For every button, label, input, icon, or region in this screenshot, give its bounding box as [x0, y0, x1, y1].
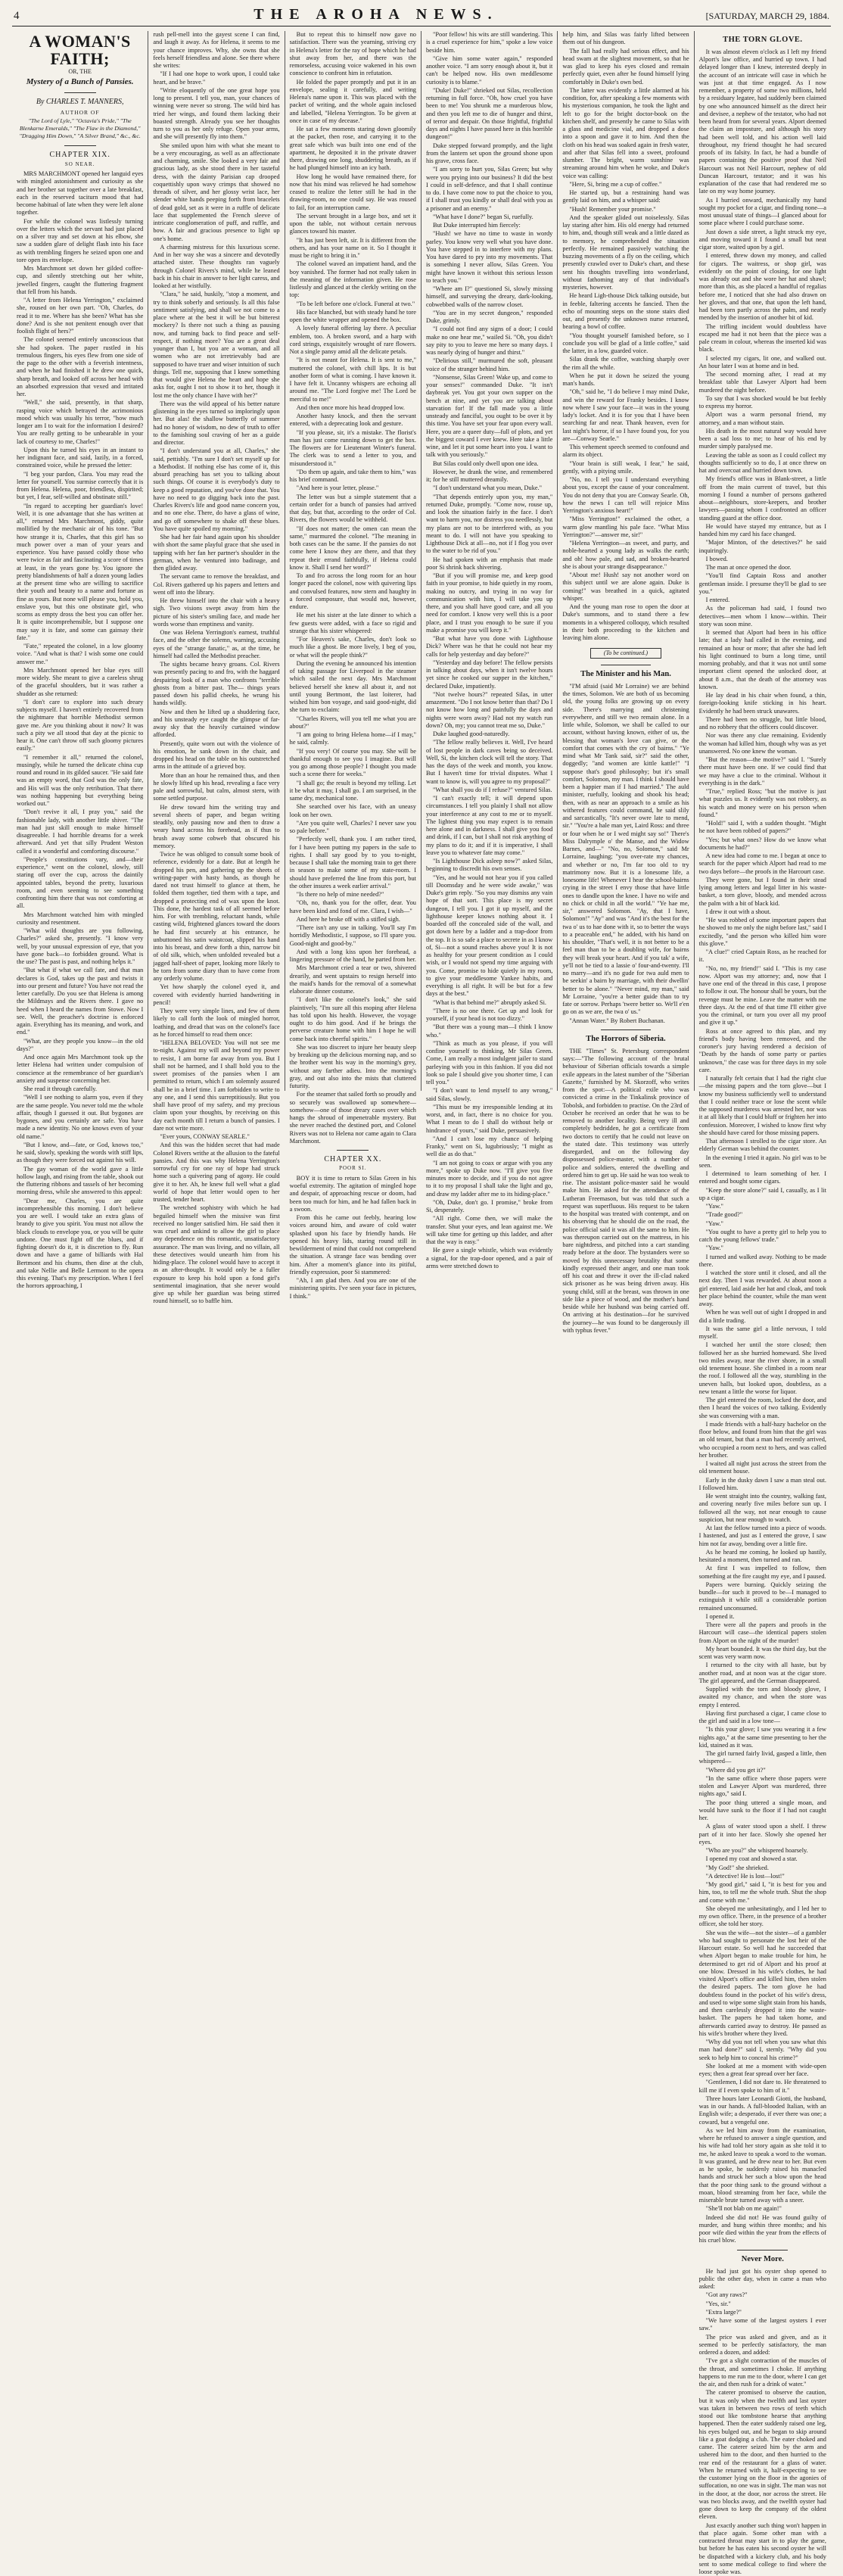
paragraph: For the steamer that sailed forth so proudly and so securely was swallowed up somewhere—somehow—one of those dreary cases over which hangs the shroud of impenetrable mystery. But she never reached the destined port, and Colonel Rivers was not to Helena nor came again to Clara Marchmont. — [289, 1091, 416, 1145]
paragraph: "It is not meant for Helena. It is sent to me," muttered the colonel, with chill lips. It is but another form of what is coming. I have known it. I have felt it. Uncanny whispers are echoing all around me. "The Lord forgive me! The Lord be merciful to me!" — [289, 357, 416, 403]
paragraph: My heart bounded. It was the third day, but the scent was very warm now. — [698, 1645, 826, 1661]
paragraph: Three hours later Leonardi Giotti, the husband, was in our hands. A full-blooded Italian, with an English wife; a desperado, if ever there was one; a coward, but a vengeful one. — [698, 2095, 826, 2126]
never-more-body — [699, 2268, 826, 2576]
paragraph: He went straight into the country, walking fast, and covering nearly five miles before sun up. I followed all the way, not near enough to cause suspicion, but near enough to watch. — [698, 1493, 826, 1523]
paragraph: The price was asked and given, and as it seemed to be perfectly satisfactory, the man ordered a dozen, and added: — [698, 2333, 826, 2356]
paragraph: It seemed that Alport had been in his office late; that a lady had called in the evening, and remained an hour or more; that after she had left his light continued to burn a long time, until morning probably, and that it was not until some important client opened the unlocked door, at about 8 a.m., that the death of the attorney was known. — [698, 629, 826, 690]
paragraph: "Oh, no, thank you for the offer, dear. You have been kind and fond of me. Clara, I wish—" — [289, 899, 416, 914]
paragraph: "Fate," repeated the colonel, in a low gloomy voice. "And what is that? I wish some one could answer me." — [17, 643, 144, 665]
paragraph: "A clue!" cried Captain Ross, as he reached for it. — [698, 948, 826, 964]
paragraph: I returned to the city with all haste, but by another road, and at noon was at the cigar store. The girl appeared, and the German disappeared. — [698, 1662, 826, 1684]
torn-glove-body-cont — [699, 1309, 826, 2244]
paragraph: However, he drank the wine, and remembered it; for he still muttered dreamily. — [425, 468, 553, 483]
paragraph: How long he would have remained there, for now that his mind was relieved he had somehow ceased to realize the letter still he had in the drawing-room, no one could say. He was roused to fail, for an interruption came. — [289, 173, 416, 211]
paragraph: "You are in my secret dungeon," responded Duke, grimly. — [425, 309, 553, 324]
paragraph: The fall had really had serious effect, and his head swam at the slightest movement, so that he was glad to keep his eyes closed and remain perfectly quiet, even after he found himself lying comfortably in Duke's own bed. — [562, 47, 689, 86]
paragraph: He sat a few moments staring down gloomily at the packet, then rose, and carrying it to the great safe which was built into one end of the apartment, he deposited it in the private drawer there, drawing one long, shuddering breath, as if he had plunged himself into an icy bath. — [289, 126, 416, 172]
paragraph: "Gentlemen, I did not dare to. He threatened to kill me if I even spoke to him of it." — [698, 2079, 826, 2094]
paragraph: From this he came out feebly, hearing low voices around him, and aware of cold water splashed upon his face by friendly hands. He opened his heavy lids, staring round still in bewilderment of mind that could not comprehend the situation. A strange face was bending over him. After a moment's glance into its pitiful, friendly expression, poor Si stammered: — [289, 1214, 416, 1276]
paragraph: Indeed she did not! He was found guilty of murder, and hung within three months; and his poor wife died within the year from the effects of his cruel blow. — [698, 2213, 826, 2244]
serial-body-2 — [153, 31, 279, 1306]
paragraph: There was the wild appeal of his better nature glistening in the eyes turned so imploringly upon her. But alas! the shallow butterfly of summer had no honey of wisdom, no dew of truth to offer to the famishing soul craving of her as a guide and director. — [153, 400, 280, 446]
article-title-minister: The Minister and his Man. — [580, 670, 671, 679]
paragraph: "Annan Water." By Robert Buchanan. — [569, 1017, 665, 1024]
paragraph: Supplied with the torn and bloody glove, I awaited my chance, and when the store was empty I entered. — [698, 1686, 826, 1709]
paragraph: "About me! Hush! say not another word on this subject until we are alone again. Duke is coming!" was breathed in a quick, agitated whisper. — [562, 572, 689, 602]
paragraph: And the speaker glided out noiselessly. Silas lay staring after him. His old energy had returned to him, and, though still weak and a little dazed as to memory, he comprehended the situation perfectly. He remained passively watching the buzzing movements of a fly on the ceiling, which presently crawled over to Duke's chart, and these sent his thoughts travelling into wonderland, without fathoming any of that individual's mysteries, however. — [562, 213, 689, 291]
paragraph: "Yesterday and day before! The fellow persists in talking about days, when it isn't twelve hours yet since he cooked our supper in the kitchen," declared Duke, impatiently. — [425, 659, 553, 690]
column-1 — [12, 31, 148, 1290]
columns — [12, 31, 831, 2576]
article-title-torn-glove: THE TORN GLOVE. — [723, 36, 803, 44]
paragraph: "And here is your letter, please." — [296, 484, 379, 492]
issue-date: [SATURDAY, MARCH 29, 1884. — [705, 11, 829, 21]
paragraph: But Duke interrupted him fiercely: — [432, 222, 521, 229]
paragraph: "People's constitutions vary, and—their experience," went on the colonel, slowly, still staring off over the cup, across the daintily appointed tables, beyond the pretty, luxurious room, and even seeming to see something confronting him there that was not comforting at all. — [17, 855, 144, 910]
paragraph: "But if you will promise me, and keep good faith in your promise, to hide quietly in my room, making no outcry, and trying in no way for communication with him, I will take you up there, and you shall have good care, and all you need for comfort. I know very well this is a poor place, and I trust you enough to be sure if you make a promise you will keep it." — [425, 572, 553, 634]
paragraph: "A letter from Helena Yerrington," exclaimed she, roused on her own part. "Oh, Charles, do read it to me. Where has she been? What has she done? And is she not penitent enough over that foolish flight of hers?" — [17, 297, 144, 335]
paragraph: I turned and walked away. Nothing to be made there. — [698, 1253, 826, 1268]
paragraph: The servant came to remove the breakfast, and Col. Rivers gathered up his papers and letters and went off into the library. — [153, 573, 280, 596]
paragraph: "Who are you?" she whispered hoarsely. — [705, 1847, 808, 1855]
paragraph: She searched over his face, with an uneasy look on her own. — [289, 803, 416, 818]
paragraph: More than an hour he remained thus, and then he slowly lifted up his head, revealing a face very pale and sorrowful, but calm, almost stern, with some settled purpose. — [153, 771, 280, 802]
newspaper-title: THE AROHA NEWS. — [254, 6, 499, 23]
paragraph: "Why did you not tell when you saw what this man had done?" said I, sternly. "Why did you seek to help him to conceal his crime?" — [698, 2039, 826, 2061]
paragraph: "Delirious still," murmured the soft, pleasant voice of the stranger behind him. — [425, 357, 553, 372]
paragraph: He would have stayed my entrance, but as I handed him my card his face changed. — [698, 522, 826, 538]
paragraph: That afternoon I strolled to the cigar store. An elderly German was behind the counter. — [698, 1138, 826, 1153]
paragraph: "Perfectly well, thank you. I am rather tired, for I have been putting my papers in the safe to rights. I shall say good by to you to-night, because I shall take the morning train to get there in season to make some of my state-room. I should have preferred the line from this port, but the other insures a week earlier arrival." — [289, 836, 416, 889]
paragraph: Duke laughed good-naturedly. — [432, 730, 510, 737]
paragraph: "True," replied Ross; "but the motive is just what puzzles us. It evidently was not robbery, as his watch and money were on his person when found." — [698, 788, 826, 818]
serial-body-3 — [290, 31, 416, 1145]
paragraph: The poor thing uttered a single moan, and would have sunk to the floor if I had not caught her. — [698, 1799, 826, 1822]
paragraph: "I don't like the colonel's look," she said plaintively, "I'm sure all this moping after Helena has told upon his health. However, the voyage ought to do him good. And if he brings the perverse creature home with him I hope he will come back into cheerful spirits." — [289, 996, 416, 1042]
paragraph: To and fro across the long room for an hour longer paced the colonel, now with quivering lips and convulsed features, now stern and haughty in a forced composure, that would not, however, endure. — [289, 572, 416, 610]
paragraph: "I've got a slight contraction of the muscles of the throat, and sometimes I choke. If anything happens to me run me to the door, where I can get the air, and then rush for a drink of water." — [698, 2357, 826, 2388]
column-6 — [695, 31, 831, 2576]
paragraph: "I shall go; the result is beyond my telling. Let it be what it may, I shall go. I am surprised, in the same dry, mechanical tone. — [289, 779, 416, 802]
paragraph: "Nonsense, Silas Green! Wake up, and come to your senses!" commanded Duke. "It isn't daybreak yet. You got your own supper on the bench at nine, and yet you are talking about starvation for! If the fall made you a little unsteady and fanciful, you ought to be over it by this time. You have set your fear upon every wall. Here, you are a queer duty—full of plots, and yet the biggest coward I ever knew. Here take a little wine, and let it put some heart into you. I want to talk with you seriously." — [425, 373, 553, 459]
paragraph: I entered, threw down my money, and called for cigars. The waitress, or shop girl, was evidently on the point of closing, for one light was already out and she wore her hat and shawl; more than this, as she placed a handful of regalias before me, I noticed that she had also drawn on her gloves, and that one, that upon the left hand, had been torn partly across the palm, and neatly mended by the insertion of another bit of kid. — [698, 252, 826, 322]
divider — [64, 92, 96, 93]
paragraph: BOY it is time to return to Silas Green in his woeful extremity. The agitation of mingled hope and despair, of approaching rescue or doom, had been too much for him, and he had fallen back in a swoon. — [289, 1174, 416, 1213]
paragraph: "It has just been left, sir. It is different from the others, and has your name on it. So I thought it must be right to bring it in." — [289, 236, 416, 259]
paragraph: The sights became heavy groans. Col. Rivers was presently pacing to and fro, with the haggard despairing look of a man who confronts "terrible ghosts from a bitter past. The— things years passed down his pallid cheeks, he wrung his hands wildly. — [153, 661, 280, 707]
paragraph: This vehement speech seemed to confound and alarm its object. — [562, 444, 689, 459]
paragraph: In the evening I tried it again. No girl was to be seen. — [698, 1154, 826, 1169]
serial-author-of: AUTHOR OF — [60, 108, 100, 116]
paragraph: I waited all night just across the street from the old tenement house. — [698, 1460, 826, 1475]
torn-glove-body — [699, 48, 826, 1309]
paragraph: And once again Mrs Marchmont took up the letter Helena had written under compulsion of conscience at the remembrance of her guardian's anxiety and suspense concerning her. — [17, 1054, 144, 1084]
paragraph: "But I know, and—fate, or God, knows too," he said, slowly, speaking the words with stiff lips, as though they were forced out against his will. — [17, 1141, 144, 1164]
serial-byline: By CHARLES T. MANNERS, — [36, 97, 124, 106]
paragraph: "If does not matter; the omen can mean the same," murmured the colonel. "The meaning in both cases can be the same. If the pansies do not come here I know they are there, and that they repeat their errand faithfully, if Helena could know it. Shall I send her word?" — [289, 525, 416, 571]
paragraph: "Hold!" said I, with a sudden thought. "Might he not have been robbed of papers?" — [698, 820, 826, 835]
paragraph: "No, no, my friend!" said I. "This is my case now. Alport was my attorney; and, now that I have one end of the thread in this case, I propose to follow it out. The honour shall be yours, but the revenge must be mine. Leave the matter with me three days. At the end of that time I'll either give you the criminal, or turn you over all my proof and give it up." — [698, 964, 826, 1026]
siberia-body — [562, 1048, 689, 1335]
paragraph: The colonel seemed entirely unconscious that she had spoken. The paper rustled in his tremulous fingers, his eyes flew from one side of the page to the other with a feverish intentness, and when he had finished it he drew one quick, sharp breath, and looked off across her head with an absorbed expression that vexed and irritated her. — [17, 336, 144, 398]
paragraph: "I don't care to explore into such dreary subjects myself. I haven't entirely recovered from the nightmare that horrible Methodist sermon gave me. Are you thinking about it now? It was such a pity we all stood that day at the picnic to hear it. One can't throw off such gloomy pictures easily." — [17, 698, 144, 752]
serial-body-4 — [426, 31, 552, 1270]
paragraph: "Not twelve hours?" repeated Silas, in utter amazement. "Do I not know better than that? Do I not know how long and painfully the days and nights were worn away? Had not my watch run down? Oh, my; you cannot treat me so, Duke." — [425, 690, 553, 729]
paragraph: "I am going to bring Helena home—if I may," he said, calmly. — [289, 731, 416, 746]
paragraph: The caterer promised to observe the caution, but it was only when the twelfth and last oyster was taken in between two rows of teeth which stood out like tombstone hearse that anything happened. Then the eater suddenly raised one leg, his eyes bulged out, and he began to skip around like a goat dodging a club. The eater choked and came. The caterer seized him by the arm and ushered him to the door, and then hurried to the rear end of the restaurant for a glass of water. When he returned with it, half-expecting to see the customer lying on the floor in the agonies of suffocation, no one was in sight. The man was not in the door, at the door, nor across the street. He was two blocks away, and the twelfth oyster had gone down to keep the company of the oldest eleven. — [698, 2389, 826, 2521]
paragraph: "Dear me, Charles, you are quite incomprehensible this morning. I don't believe you are well. I would take an extra glass of brandy to give you spirit. You must not allow the black clouds to envelope you, or you will be quite undone. One must fight off the blues, and if fighting doesn't do it, it is discretion to fly. Run down and have a game of billiards with Hal Bertmont and his chums, then dine at the club, and take Nellie and Belle Lermont to the opera this evening. That's my prescription. When I feel the horrors approaching, I — [17, 1197, 144, 1290]
paragraph: Another hasty knock, and then the servant entered, with a deprecating look and gesture. — [289, 413, 416, 428]
paragraph: Now and then he lifted up a shuddering face, and his unsteady eye caught the glimpse of far-away sky that the heavily curtained window afforded. — [153, 708, 280, 739]
paragraph: He folded the paper promptly and put it in an envelope, sealing it carefully, and writing Helena's name upon it. This was placed with the packet of writing, and the whole again inclosed and labelled, "Helena Yerrington. To be given at once in case of my decease." — [289, 78, 416, 124]
paragraph: Papers were burning. Quickly seizing the bundle—for such it proved to be—I managed to extinguish it while still a considerable portion remained unconsumed. — [698, 1581, 826, 1612]
paragraph: "What, are they people you know—in the old days?" — [17, 1037, 144, 1052]
paragraph: "Is this your glove; I saw you wearing it a few nights ago," at the same time presenting to her the kid, stained as it was. — [698, 1726, 826, 1749]
to-be-continued: (To be continued.) — [590, 648, 661, 659]
column-4 — [422, 31, 558, 1269]
paragraph: I determined to learn something of her. I entered and bought some cigars. — [698, 1170, 826, 1185]
paragraph: A new idea had come to me. I began at once to search for the paper which Alport had read to me two days before—the proofs in the Harcourt case. — [698, 852, 826, 875]
paragraph: When he was well out of sight I dropped in and did a little trading. — [698, 1309, 826, 1324]
paragraph: He started up, but a restraining hand was gently laid on him, and a whisper said: — [562, 189, 689, 204]
paragraph: "Do them up again, and take them to him," was his brief command. — [289, 468, 416, 483]
paragraph: "Your brain is still weak, I fear," he said, gently, with a pitying smile. — [562, 459, 689, 475]
paragraph: He gave a single whistle, which was evidently a signal, for the trap-door opened, and a pair of arms were stretched down to — [425, 1247, 553, 1269]
paragraph: "What have I done?" began Si, ruefully. — [432, 213, 533, 220]
paragraph: They were gone, but I found in their stead lying among letters and legal litter in his waste-basket, a torn glove, bloody, and mended across the palm with a bit of black kid. — [698, 876, 826, 907]
paragraph: "Hush! Remember your promise." — [569, 205, 656, 213]
column-3 — [285, 31, 422, 1300]
paragraph: "I am not going to coax or argue with you any more," spoke up Duke now. "I'll give you five minutes more to decide, and if you do not agree to it to my proposal I shall take the light and go, and draw my ladder after me to its hiding-place." — [425, 1159, 553, 1198]
paragraph: At first I was impelled to follow, then something at the fire caught my eye, and I paused. — [698, 1565, 826, 1580]
paragraph: "What shall you do if I refuse?" ventured Silas. — [432, 786, 552, 793]
divider — [337, 1150, 369, 1151]
paragraph: "Oh," said he, "I do believe I may mind Duke, and win the reward for Franky besides. I know now where I saw your face—it was in the young lady's locket. And it is for you that I have been searching far and near. Thank heaven, even for last night's horror, if so I have found you, for you are—Conway Searle." — [562, 388, 689, 442]
paragraph: Just down a side street, a light struck my eye, and moving toward it I found a small but neat cigar store, waited upon by a girl. — [698, 228, 826, 251]
paragraph: I watched the store until it closed, and all the next day. Then I was rewarded. At about noon a girl entered, laid aside her hat and cloak, and took her place behind the counter, while the man went away. — [698, 1269, 826, 1308]
paragraph: "Yes; but what ones? How do we know what documents he had?" — [698, 836, 826, 851]
paragraph: "But the reason—the motive?" said I. "Surely there must have been one. If we could find that we may have a clue to the criminal. Without it everything is in the dark." — [698, 756, 826, 787]
paragraph: He had just got his oyster shop opened to public the other day, when in came a man who asked: — [698, 2267, 826, 2291]
paragraph: THE "Times" St. Petersburg correspondent says:—"The following account of the brutal behaviour of Siberian officials towards a simple exile appears in the latest number of the "Siberian Gazette," furnished by M. Skorzoff, who writes from the spot:—A political exile who was convicted a crime in the Tinkalinsk province of Tobolsk, and forbidden to practise. On the 23rd of October he received an order that he was to be removed to another locality. Being very ill and completely bedridden, he got a certificate from two doctors to certify that he could not leave on the stated date. This testimony was utterly disregarded, and on the following day dispossessed police-master, with a number of police and soldiers, entered the dwelling and ordered him to get up. He said he was too weak to rise. The assistant police-master said he would make him. He asked for the attendance of the Lutheran Freemason, but was told that such a request was superfluous. His request to be taken to the hospital was treated with contempt, and on his observing that he should die on the road, the police official said it was all the same to him. He was thereupon carried out on the mattress, in his bare nightdress, and pitched into a cart standing ready before at the door. The bystanders were so moved by this unnecessary brutality that some kindly expressed their anger, and one man took off his coat and threw it over the ill-clad naked sick prisoner as he was being driven away. His young child, still at the breast, was thrown in one side like a piece of wood, and the mother's hand beside while her husband was being carried off. On arriving at his destination—for he survived the journey—he was found to be dangerously ill with typhus fever." — [562, 1047, 689, 1334]
column-2 — [148, 31, 285, 1305]
paragraph: She looked at me a moment with wide-open eyes; then a great fear spread over her face. — [698, 2062, 826, 2078]
paragraph: help him, and Silas was fairly lifted between them out of his dungeon. — [562, 31, 689, 46]
paragraph: "I am sorry to hurt you, Silas Green; but why were you prying into our business? It did the best I could in self-defence, and that I shall continue to do. I have come now to put the choice to you, if I shall trust you kindly or shall deal with you as a prisoner and an enemy." — [425, 166, 553, 212]
paragraph: And the young man rose to open the door at Duke's summons, and to stand there a few moments in a whispered colloquy, which resulted in their both proceeding to the kitchen and leaving him alone. — [562, 603, 689, 641]
paragraph: "Major Minton, of the detectives?" he said inquiringly. — [698, 539, 826, 554]
paragraph: "To be left before one o'clock. Funeral at two." — [296, 300, 415, 307]
paragraph: "But what have you done with Lighthouse Dick? Where was he that he could not hear my calls for help yesterday and day before?" — [425, 635, 553, 658]
paragraph: "Is there no help of mine needed?" — [296, 891, 384, 898]
paragraph: "Duke! Duke!" shrieked out Silas, recollection returning in full force. "Oh, how cruel you have been to me! You shrunk me a murderous blow, and then you left me to die of hunger and thirst, of terror and despair. On those frightful, frightful days and nights I have passed here in this horrible dungeon!" — [425, 86, 553, 141]
paragraph: She obeyed me unhesitatingly, and I led her to my own office. There, in the presence of a brother officer, she told her story. — [698, 1905, 826, 1928]
paragraph: There had been no struggle, but little blood, and no robbery that the officers could discover. — [698, 715, 826, 731]
paragraph: But to repeat this to himself now gave no satisfaction. There was the yearning, striving cry in Helena's letter for the ray of hope which he had shut away from her, and there was the remorseless, accusing voice wakened in his own conscience to confront him in refutation. — [289, 31, 416, 77]
paragraph: "My good girl," said I, "it is best for you and him, too, to tell me the whole truth. Shut the shop and come with me." — [698, 1881, 826, 1904]
paragraph: Having first purchased a cigar, I came close to the girl and said in a low tone— — [698, 1709, 826, 1725]
paragraph: "For Heaven's sake, Charles, don't look so much like a ghost. Be more lively, I beg of you, or what will the people think?" — [289, 636, 416, 659]
paragraph: The girl entered the room, locked the door, and then I heard the voices of two talking. Evidently she was conversing with a man. — [698, 1397, 826, 1419]
paragraph: "There isn't any use in talking. You'll say I'm horridly Methodistic, I suppose, so I'll spare you. Good-night and good-by." — [289, 924, 416, 947]
paragraph: "We have some of the largest oysters I ever saw." — [698, 2317, 826, 2332]
paragraph: The colonel waved an impatient hand, and the boy vanished. The former had not really taken in the meaning of the information given. He rose listlessly and glanced at the clerkly writing on the top: — [289, 260, 416, 299]
paragraph: "He was robbed of some important papers that he showed to me only the night before last," said I excitedly, "and the person who killed him wore this glove." — [698, 917, 826, 947]
paragraph: "There is no one there. Get up and look for yourself, if your head is not too dizzy." — [425, 1007, 553, 1022]
paragraph: "Keep the store alone?" said I, casually, as I lit up a cigar. — [698, 1186, 826, 1201]
paragraph: "Extra large?" — [705, 2308, 742, 2316]
paragraph: "Yes, and he would not hear you if you called till Doomsday and he were wide awake," was Duke's grim reply. "So you may dismiss any vain hope of that sort. This place is my secret dungeon, I tell you. I got it up myself, and the lighthouse keeper knows nothing about it. I boarded off the concealed side of the wall, and got down here by a ladder and a trap-door from the top. It is so safe a place to secrete in as I know of, Si—not a sound reaches above you! It is not as healthy for your present condition as I could wish, or I would not spend my time arguing with you. Come, promise to hide quietly in my room, to give your meddlesome Yankee habits, and everything is all right. It will be but for a few days at the best." — [425, 874, 553, 998]
paragraph: "Clara," he said, huskily, "stop a moment, and try to think soberly and seriously. Is all this false sentiment satisfying, and shall we not come to a place where at the best it will be but bitterest mockery? Is there not such a thing as pausing now, and turning back to find peace and self-respect, if nothing more? You are a great deal younger than I, but you are a woman, and all women who are not irretrievably bad are supposed to have truer and wiser intuition of such things. Tell me, supposing that I knew something that would give Helena the heart and hope she asks for, ought I not to show it to her, though it lost me the only chance I have with her?" — [153, 291, 280, 399]
minister-body — [562, 683, 689, 1025]
paragraph: Nor was there any clue remaining. Evidently the woman had killed him, though why was as yet unanswered. No one knew the woman. — [698, 732, 826, 755]
paragraph: The latter was evidently a little alarmed at his condition, for, after speaking a few moments with his mysterious companion, he took the light and left to go for the bright doctor-book on the kitchen shelf, and presently he came to Silas with a glass and medicine vial, and dropped a dose into a spoon and gave it to him. And then the cloth on his head was soaked again in fresh water, and after that Silas fell into a sweet, profound slumber. The bright, warm sunshine was streaming around him when he woke, and Duke's voice was calling: — [562, 86, 689, 179]
masthead — [12, 6, 831, 26]
paragraph: Mrs Marchmont cried a tear or two, shivered drearily, and went upstairs to resign herself into the maid's hands for the removal of a somewhat elaborate dinner costume. — [289, 964, 416, 995]
paragraph: "If you please, sir, it's a mistake. The florist's man has just come running down to get the box. The flowers are for Lieutenant Winter's funeral. The clerk was to send a letter to you, and misunderstood it." — [289, 428, 416, 467]
paragraph: "In regard to accepting her guardian's love! Well, it is one advantage that she has written at all," returned Mrs Marchmont, giddy, quite mollified by the mechanic air of his tone. "But how strange it is, Charles, that this girl has so much power over a man of your years and experience. You have passed coldly those who were twice as fair and fascinating a score of times at least, in the years gone by. You ignore the pretty blandishments of half a dozen young ladies at the present time who are willing to sacrifice their youth and beauty to a name and fortune as fine as yours. But none will please you, hold you, enslave you, but this one obstinate girl, who scorns as empty dross the best you can offer her. It is quite incomprehensible, but I suppose one may say it is fate, and some can gainsay their fate." — [17, 502, 144, 641]
paragraph: "I beg your pardon, Clara. You may read the letter for yourself. You surmise correctly that it is from Helena. Helena, poor, friendless, dispirited; but yet, I fear, self-willed and obstinate still." — [17, 470, 144, 501]
paragraph: She was too discreet to injure her beauty sleep by breaking up the delicious morning nap, and so the brother went his way in the morning's grey, without any farther adieu. Into the morning's gray, and out also into the mists that cluttered futurity. — [289, 1043, 416, 1089]
paragraph: And with a long kiss upon her forehead, a lingering pressure of the hand, he parted from her. — [289, 948, 416, 963]
serial-body-3b — [290, 1175, 416, 1300]
paragraph: As I hurried onward, mechanically my hand sought my pocket for a cigar, and finding none—a most unusual state of things—I glanced about for some place where I could purchase some. — [698, 196, 826, 227]
paragraph: He met his sister at the late dinner to which a few guests were added, with a face so rigid and strange that his sister whispered: — [289, 612, 416, 634]
paragraph: "And I can't lose my chance of helping Franky," went on Si, lugubriously; "I might as well die as do that." — [425, 1135, 553, 1158]
paragraph: "If you very! Of course you may. She will be thankful enough to see you I imagine. But will you go among those people? I thought you made such a scene there for weeks." — [289, 747, 416, 778]
paragraph: "Yaw." — [705, 1219, 723, 1227]
paragraph: "No, no. I tell you I understand everything about you, except the cause of your concealment. You do not deny that you are Conway Searle. Oh, how the news I can tell will rejoice Miss Yerrington's anxious heart!" — [562, 476, 689, 514]
divider — [601, 1029, 652, 1030]
paragraph: Just exactly another such thing won't happen in that place again. Some other man with a contracted throat may start in to play the game, but before he has eaten his second oyster he will be dispatched with a kickery club, and his body sent to some medical college to find where the loose spoke was. — [698, 2521, 826, 2576]
page-number: 4 — [14, 10, 20, 22]
paragraph: "I don't understand you at all, Charles," she said, pettishly. "I'm sure I don't set myself up for a Methodist. If nothing else has come of it, this absurd preaching has set you to talking about such things. Of course it is everybody's duty to keep a good reputation, and you've done that. You have no need to go digging back into the past. Charles Rivers's life and good name concern you, and no one else. There, do have a glass of wine, and go off somewhere to shake off these blues. You have quite spoiled my morning." — [153, 447, 280, 532]
paragraph: "Helena Yerrington—as sweet, and purty, and noble-hearted a young lady as walks the earth; and oh! how pale, and sad, and broken-hearted she is about your strange disappearance." — [562, 540, 689, 570]
paragraph: I naturally felt certain that I had the right clue—the missing papers and the torn glove—but I know my business sufficiently well to understand that I could neither trace or lose the scent while the supposed murderess was arrested her, nor was it at all likely that I could bluff or frighten her into confession. Moreover, I wished to know first why she should have cared for those missing papers. — [698, 1075, 826, 1136]
paragraph: I bowed. — [705, 555, 728, 562]
paragraph: "The fellow really believes it. Well, I've heard of lost people in dark caves being so deceived. Well, Si, the kitchen clock will tell the story. That has the days of the week and month, you know. But I haven't time for trivial disputes. What I want to know is, will you agree to my proposal?" — [425, 739, 553, 785]
paragraph: And then once more his head dropped low. — [296, 403, 405, 411]
paragraph: "That depends entirely upon you, my man," returned Duke, promptly. "Come now, rouse up, and look the situation fairly in the face. I don't want to harm you, nor distress you needlessly, but my plans are not to be interfered with, as you meant to do. I will not have you speaking to Lighthouse Dick at all—no, not if I flog you over to the water to be rid of you." — [425, 493, 553, 555]
paragraph: "Well," she said, presently, in that sharp, rasping voice which betrayed the acrimonious mood which was usually his terror, "how much longer am I to wait for the information I desired? You are really getting to be unbearable in your lack of courtesy to me, Charles!" — [17, 399, 144, 445]
paragraph: She smiled upon him with what she meant to be a very encouraging, as well as an affectionate and charming, smile. She looked a very fair and gracious lady, as she stood there in her tasteful dress, with the dainty Parisian cap drooped coquettishly upon wavy crimps that showed no threads of silver, and her glossy wrist lace, her slender white hands peeping forth from bracelets of dead gold, set as it were in a ruffle of delicate lace that supplemented the French sleeve of intricate conglomeration of puff, and ruffle, and bow. A fair and gracious presence to light up one's home. — [153, 142, 280, 242]
paragraph: To say that I was shocked would be but feebly to express my horror. — [698, 394, 826, 410]
paragraph: When he put it down he seized the young man's hands. — [562, 372, 689, 387]
serial-subtitle: Mystery of a Bunch of Pansies. — [26, 77, 134, 87]
paragraph: "Yes, sir." — [705, 2300, 731, 2307]
paragraph: "I remember it all," returned the colonel, musingly, while he turned the delicate china cup round and round in its gilded saucer. "He said fate was an empty word, that God was the only fate, and His will was the only retribution. That there was nothing happening but everything being worked out." — [17, 753, 144, 808]
paragraph: "Trade good?" — [705, 1211, 743, 1219]
paragraph: His face blanched, but with steady hand he tore open the white wrapper and opened the box. — [289, 308, 416, 323]
paragraph: My friend's office was in Blank-street, a little off from the main current of travel, but this morning I found a number of persons gathered about—neighbours, store-keepers, and brother lawyers—passing whom I confronted an officer standing guard at the office door. — [698, 475, 826, 522]
paragraph: As the policeman had said, I found two detectives—men whom I know—within. Their story was soon mine. — [698, 605, 826, 628]
paragraph: For while the colonel was listlessly turning over the letters which the servant had just placed on a silver tray and set down at his elbow, she saw a sudden glare of delight flash into his face as with trembling fingers he seized upon one and tore open its envelope. — [17, 217, 144, 263]
paragraph: "I don't understand what you mean, Duke." — [432, 484, 543, 492]
article-title-siberia: The Horrors of Siberia. — [586, 1034, 666, 1043]
paragraph: Silas drank the coffee, watching sharply over the rim all the while. — [562, 356, 689, 371]
paragraph: He had spoken with an emphasis that made poor Si shrink back shivering. — [425, 556, 553, 571]
serial-body-1 — [17, 170, 143, 1291]
paragraph: His death in the most natural way would have been a sad loss to me; to hear of his end by murder simply paralysed me. — [698, 427, 826, 450]
paragraph: "You ought to have a pretty girl to help you to catch the young fellows' trade." — [698, 1228, 826, 1244]
paragraph: "Where did you get it?" — [705, 1766, 766, 1774]
paragraph: And here he broke off with a stifled sigh. — [296, 915, 400, 923]
paragraph: "You thought yourself famished before, so I conclude you will be glad of a little coffee," said the latter, in a low, guarded voice. — [562, 332, 689, 354]
article-title-never-more: Never More. — [741, 2254, 784, 2263]
paragraph: "Give him some water again," responded another voice. "I am sorry enough about it, but it can't be helped now. His own meddlesome curiosity is to blame." — [425, 55, 553, 86]
paragraph: "HELENA BELOVED: You will not see me to-night. Against my will and beyond my power to resist, I am borne far away from you. But I shall not be harmed, and I shall hold you to the sweet promises of the pansies when I am permitted to return, which I am solemnly assured shall be in a brief time. I am forbidden to write to any one, and I send this surreptitiously. But you shall have proof of my safety, and my precious claim upon your thoughts, by receiving on this day each month till I return a bunch of pansies. I dare not write more. — [153, 1039, 280, 1132]
paragraph: "Hush! we have no time to waste in wordy parley. You know very well what you have done. You have stepped in to interfere with my plans. You have dared to pry into my movements. That is something I never allow, Silas Green. You might have known it without this serious lesson to teach you." — [425, 230, 553, 284]
paragraph: "I could not find any signs of a door; I could make no one hear me," wailed Si. "Oh, you didn't say pity to you to leave me here so many days. I was nearly dying of hunger and thirst." — [425, 326, 553, 356]
paragraph: And this was the hidden secret that had made Colonel Rivers writhe at the allusion to the fateful pansies. And this was why Helena Yerrington's sorrowful cry for one ray of hope had struck home such a quivering pang of agony. He could give it to her. Ah, he knew full well what a glad world of hope that letter would open to her trusted, tender heart. — [153, 1142, 280, 1203]
paragraph: It was the same girl a little nervous, I told myself. — [698, 1325, 826, 1341]
paragraph: Yet how sharply the colonel eyed it, and covered with evidently hurried handwriting in pencil! — [153, 983, 280, 1006]
serial-body-5 — [562, 31, 689, 642]
chapter-heading: CHAPTER XX. — [324, 1155, 382, 1163]
paragraph: As we led him away from the examination, where he refused to answer a single question, and his wife had told her story again as she told it to me, he asked leave to speak a word to the woman. It was granted, and he drew near to her. But even as he spoke, he suddenly raised his manacled hands and struck her such a blow upon the head that the poor thing sank to the ground without a moan, blood streaming from her face, while the miserable brute turned away with a sneer. — [698, 2126, 826, 2204]
paragraph: The man at once opened the door. — [705, 564, 792, 572]
paragraph: A glass of water stood upon a shelf. I threw part of it into her face. Slowly she opened her eyes. — [698, 1823, 826, 1846]
paragraph: There were all the papers and proofs in the Harcourt will case—the identical papers stolen from Alport on the night of the murder! — [698, 1621, 826, 1644]
paragraph: "But there was a young man—I think I know who." — [425, 1023, 553, 1039]
paragraph: "Well I see nothing to alarm you, even if they are the same people. You never told me the whole affair, though I guessed it out. But bygones are bygones, and you certainly are safe. You have made a new identity. No one knows even of your old name." — [17, 1094, 144, 1140]
paragraph: I entered. — [705, 596, 730, 604]
column-5 — [558, 31, 694, 1334]
paragraph: He threw himself into the chair with a heavy sigh. Two visions swept away from him the picture of his sister's smiling face, and made her words worse than emptiness and vanity. — [153, 597, 280, 628]
paragraph: "Yaw." — [705, 1203, 723, 1210]
paragraph: "Here, Si, bring me a cup of coffee." — [569, 180, 662, 188]
paragraph: One was Helena Yerrington's earnest, truthful face, and the other the solemn, warning, accusing eyes of the "strange fanatic," as, at the time, he himself had called the Methodist preacher. — [153, 629, 280, 659]
paragraph: Mrs Marchmont set down her gilded coffee-cup, and silently stretching out her white, jewelled fingers, caught the fluttering fragment that fell from his hands. — [17, 265, 144, 295]
paragraph: I drew it out with a shout. — [705, 908, 771, 915]
paragraph: "All right. Come then, we will make the transfer. Shut your eyes, and lean against me. We will take time for getting up this ladder, and after that the way is easy." — [425, 1215, 553, 1245]
paragraph: "Poor fellow! his wits are still wandering. This is a cruel experience for him," spoke a low voice beside him. — [425, 31, 553, 54]
paragraph: He heard Ligh-thouse Dick talking outside, but in feeble, faltering accents he fancied. Then the echo of mounting steps on the stone stairs died out, and presently the unknown nurse returned, bearing a bowl of coffee. — [562, 292, 689, 331]
serial-title: A WOMAN'S FAITH; — [29, 32, 131, 69]
paragraph: I opened my coat and showed a star. — [705, 1855, 798, 1863]
paragraph: rush pell-mell into the gayest scene I can find, and laugh it away. As for Helena, it seems to me your chance improves. Why, she owns that she feels herself friendless and alone. See there where she writes: — [153, 31, 280, 69]
chapter-heading: CHAPTER XIX. — [49, 151, 110, 160]
paragraph: The letter was but a simple statement that a certain order for a bunch of pansies had arrived that day, but that, according to the order of Col. Rivers, the flowers would be withheld. — [289, 493, 416, 524]
paragraph: "If I had one hope to work upon, I could take heart, and be brave." — [153, 70, 280, 86]
paragraph: "Charles Rivers, will you tell me what you are about?" — [289, 715, 416, 730]
paragraph: Presently, quite worn out with the violence of his emotion, he sank down in the chair, and dropped his head on the table on his outstretched arms in the attitude of a grieved boy. — [153, 740, 280, 771]
paragraph: "Got any raws?" — [705, 2291, 748, 2299]
paragraph: She read it through carefully. — [23, 1086, 97, 1093]
paragraph: I made friends with a half-hazy bachelor on the floor below, and found from him that the girl was an old tenant, but that a man had recently arrived, who occupied a room next to hers, and was called her brother. — [698, 1420, 826, 1459]
paragraph: "Don't revive it all, I pray you," said the fashionable lady, with another little shiver. "The man had just skill enough to make himself disagreeable. I had horrible dreams for a week afterward. And yet that silly Prudent Weston called it a wonderful and comforting discourse." — [17, 808, 144, 855]
paragraph: I watched her until the store closed; then followed her as she hurried homeward. She lived two miles away, near the river shore, in a small old tenement house. She climbed in a room near the roof. I followed all the way, stumbling in the uneven halls, but looked upon, doubtless, as a new tenant a little the worse for liquor. — [698, 1341, 826, 1395]
paragraph: I opened it. — [705, 1612, 735, 1620]
paragraph: The trifling incident would doubtless have escaped me had it not been that the piece was a pale cream in colour, whereas the inserted kid was black. — [698, 322, 826, 354]
paragraph: "Oh, Duke, don't go. I promise," broke from Si, desperately. — [425, 1198, 553, 1213]
paragraph: "But what if what we call fate, and that man declares is God, takes up the past and twists it into our present and future? You have not read the letter carefully. Do you see that Helena is among the Mildmays and the Rivers there. I gave no heed when I heard the names from Stowe. Now I see. Well, the preacher's doctrine is enforced again. Everything has its meaning, and work, and end." — [17, 967, 144, 1036]
paragraph: "Ah, I am glad then. And you are one of the ministering spirits. I've seen your face in pictures, I think." — [289, 1277, 416, 1300]
paragraph: It was almost eleven o'clock as I left my friend Alport's law office, and hurried up town. I had delayed longer than I knew, interested deeply in the account of an intricate will case in which he was just at that time engaged. As I now remember, a property of some two millions, held by a residuary legatee, had suddenly been claimed by one who announced himself as the direct heir and devisee, a nephew of the testator, who had not been heard from for several years. Alport deemed the claim an imposture, and although his story had been well told, and his action well laid throughout, my friend thought he had secured proofs of its falsity. In fact, he had a bundle of papers containing the positive proof that Neil Harcourt was not Neil Harcourt, nephew of old Duncan Harcourt, testator; and it was his explanation of the case that had rendered me so late on my way home journey. — [698, 48, 826, 195]
paragraph: The gay woman of the world gave a little hollow laugh, and rising from the table, shook out the fluttering ribbons and tassels of her becoming morning dress, while she answered to this appeal: — [17, 1165, 144, 1196]
paragraph: "She'll not blab on me again!" — [705, 2205, 782, 2213]
paragraph: "Where am I?" questioned Si, slowly missing himself, and surveying the dreary, dark-looking, cobwebbed walls of the narrow closet. — [425, 285, 553, 308]
paragraph: A charming mistress for this luxurious scene. And in her way she was a sincere and devotedly attached sister. These thoughts ran vaguely through Colonel Rivers's mind, while he leaned back in his chair in answer to her light caress, and looked at her wistfully. — [153, 243, 280, 289]
paragraph: The girl turned fairly livid, gasped a little, then whispered— — [698, 1750, 826, 1765]
serial-credits: "The Lord of Lyle," "Octavia's Pride," "The Blenkarne Emeralds," "The Flaw in the Diamond," "Dragging Him Down," "A Silver Brand," &c., &c. — [19, 117, 141, 139]
paragraph: "Ever yours, CONWAY SEARLE." — [160, 1133, 250, 1140]
paragraph: Alport was a warm personal friend, my attorney, and a man without stain. — [698, 411, 826, 426]
paragraph: "Write eloquently of the one great hope you long to present. I tell you, man, your chances of winning were never so strong. The wild bird has tried her wings, and found them lacking their boasted strength. Already you see her thoughts turn to you as her only refuge. Open your arms, and she will presently fly into them." — [153, 86, 280, 141]
paragraph: "Is Lighthouse Dick asleep now?" asked Silas, beginning to discredit his own senses. — [425, 858, 553, 873]
paragraph: "My God!" she shrieked. — [705, 1864, 769, 1871]
paragraph: She was the wife—not the sister—of a gambler who had sought to personate the lost heir of the Harcourt estate. So well had he succeeded that when Alport began to make trouble for him, he determined to get rid of Alport and his proof at one blow. Dressed in his wife's clothes, he had visited Alport's office and killed him, then stolen the desired papers. The torn glove he had doubtless found in the pocket of his wife's dress, and used to wipe some slight stain from his hands, and then carelessly dropped it into the waste-basket. The papers he had taken home, and afterwards carried away to destroy. He passed as his wife's brother where they lived. — [698, 1929, 826, 2037]
divider — [64, 145, 96, 146]
chapter-subheading: POOR SI. — [339, 1165, 367, 1172]
paragraph: "Are you quite well, Charles? I never saw you so pale before." — [289, 819, 416, 834]
paragraph: "I can't exactly tell; it will depend upon circumstances. I tell you plainly I shall not allow your interference at any cost to me or to myself. The lightest thing you may expect is to remain here alone and in darkness. I shall give you food and drink, if I can, but I shall not risk anything of my plans to do it; and if it is imperative, I shall leave you to whatever fate may come." — [425, 795, 553, 856]
paragraph: But Silas could only dwell upon one idea. — [432, 459, 539, 467]
paragraph: I selected my cigars, lit one, and walked out. An hour later I was at home and in bed. — [698, 354, 826, 369]
paragraph: "Miss Yerrington!" exclaimed the other, a warm glow mantling his pale face. "What Miss Yerrington?"—answer me, sir!" — [562, 516, 689, 538]
paragraph: A lovely funeral offering lay there. A peculiar emblem, too. A broken sword, and a harp with cord strings, exquisitely wrought of rare flowers. Not a single pansy amid all the delicate petals. — [289, 325, 416, 355]
paragraph: "I don't want to lend myself to any wrong," said Silas, slowly. — [425, 1087, 553, 1102]
chapter-subheading: SO NEAR. — [64, 160, 95, 167]
paragraph: Duke stepped forward promptly, and the light from the lantern set upon the ground shone upon his grave, cross face. — [425, 142, 553, 164]
paragraph: As he heard me coming, he looked up hastily, hesitated a moment, then turned and ran. — [698, 1548, 826, 1564]
paragraph: Ross at once agreed to this plan, and my friend's body having been removed, and the coroner's jury having rendered a decision of "Death by the hands of some party or parties unknown," the case was for three days in my sole care. — [698, 1027, 826, 1073]
paragraph: She had her fair hand again upon his shoulder with short the same playful grace that she used in tapping with her fan her partner's shoulder in the german, when he ventured into badinage, and then glided away. — [153, 534, 280, 572]
paragraph: "In the same office where those papers were stolen and Lawyer Alport was murdered, three nights ago," said I. — [698, 1774, 826, 1798]
paragraph: "I'M afraid (said Mr Lorraine) we are behind the times, Solomon. We are both of us becoming old, the young folks are growing up on every side. There's marrying and christening everywhere, and still we two remain alone. In a little while, Solomon, we shall be called to our account, without having known, either of us, the blessing that woman's love can give, or the comfort that comes with the cry of bairns." "Ye mind what Mr Tank said, sir?" said the other, doggedly; "and women are kittle kattle!" "I suppose that's good philosophy; but it's small comfort, Solomon, my man. I think I should have been a happier man if I had married." The auld minister, ruefully, looking and shook his head; then, with as near an approach to a smile as his withered features could command, he said slily and sarcastically, "It's never owre late to mend, sir." "You're a hale man yet, Laird Ross: and three or four when he or I wed might say so!" There's Miss Dalrymple o' the Manse, and the Widow Barnes, and—" "No, no, Solomon," said Mr Lorraine, laughing; "you over-rate my chances, and whether or no, I'm far too old to try matrimony now. But it is a lonesome life, a lonesome life! Whenever I hear the school-bairns crying in the street I envy those that have little ones to dandle upon the knee. I have no wife and no chick or child in all the world." "Ye hae me, sir," answered Solomon. "Ay, that I have, Solomon!" "Ay" and was "And it's the best for the twa o' us to hae done with it, so to better the ways to a peaceable end," he added, with his hand on his shoulder, "That's well, it is not better to be a feel man than to be a doubling wife, for bairns they will break your heart. And if you tak' a wife, ye'll not be tied to a lassie o' four-and-twenty. I'll no marry—and it's no gude for twa auld men to be seekin' a bairn by marriage, with their dwellin' better to be alone." "Never mind, my man," said Mr Lorraine, "you're a better guide than to try fate or sorrow. Perhaps 'twere better so. We'll e'en go on as we are, the twa o' us." — [562, 682, 689, 1016]
paragraph: Mrs Marchmont opened her blue eyes still more widely. She meant to give a careless shrug of the graceful shoulders, but it was rather a shudder as she returned: — [17, 666, 144, 697]
paragraph: Early in the dusky dawn I saw a man steal out. I followed him. — [698, 1476, 826, 1491]
paragraph: Mrs Marchmont watched him with mingled curiosity and resentment. — [17, 911, 144, 926]
paragraph: MRS MARCHMONT opened her languid eyes with mingled astonishment and curiosity as she and her brother sat together over a late breakfast, each in the reserved taciturn mood that had become habitual of late when they were left alone together. — [17, 170, 144, 216]
paragraph: Upon this he turned his eyes in an instant to her indignant face, and said, lazily, in a forced, constrained voice, while he pressed the letter: — [17, 446, 144, 469]
paragraph: "What wild thoughts are you following, Charles?" asked she, presently. "I know very well, by your unusual expression of eye, that you have gone back—to forbidden ground. What is the use? The past is past, and nothing helps it." — [17, 927, 144, 966]
paragraph: At last the fellow turned into a piece of woods. I hastened, and just as I entered the grove, I saw him not far away, bending over a little fire. — [698, 1525, 826, 1547]
paragraph: He drew toward him the writing tray and several sheets of paper, and began writing steadily, only pausing now and then to draw a weary hand across his forehead, as if thus to brush away some cobweb that obscured his memory. — [153, 803, 280, 849]
paragraph: "A detective! He is lost—lost!" — [705, 1872, 785, 1880]
paragraph: Leaving the table as soon as I could collect my thoughts sufficiently so to do, I at once threw on hat and overcoat and hurried down town. — [698, 451, 826, 475]
paragraph: "What is that behind me?" abruptly asked Si. — [432, 998, 546, 1006]
paragraph: The second morning after, I read at my breakfast table that Lawyer Alport had been murdered the night before. — [698, 371, 826, 394]
serial-or-the: OR, THE — [68, 68, 92, 76]
paragraph: The wretched sophistry with which he had beguiled himself when the missive was first received no longer satisfied him. He said then it was cruel and unkind to allow the girl to place any dependence on this romantic, unsatisfactory assurance. The man was living, and no villain, all these detectives would unearth him from his hiding-place. The colonel would have to accept it as an after-thought. It would only be a fuller exposure to keep his hold upon a fond girl's sentimental imagination, that she never would give up while her guardian was being stirred round himself, so to baffle him. — [153, 1204, 280, 1305]
paragraph: "This must be my irresponsible lending at its worst, and, in fact, there is no choice for you. What I mean to do I shall do without help or hindrance of yours," said Duke, persuasively. — [425, 1103, 553, 1134]
paragraph: Twice he was obliged to consult some book of reference, evidently for a date. But at length he dropped his pen, and gathering up the sheets of writing-paper with hasty hands, as though he dared not trust himself to glance at them, he folded them together, tied them with a tape, and dropped a protecting end of wax upon the knot. This done, the hardest task of all seemed before him. For with trembling, reluctant hands, while casting wild, frightened glances toward the doors he had first securely at his entrance, he unbuttoned his satin waistcoat, slipped his hand into his breast, and drew forth a thin, narrow bit of old silk, which, when unfolded revealed but a jagged half-sheet of paper, looking more likely to be torn from some diary than to have come from any orderly volume. — [153, 851, 280, 982]
paragraph: They were very simple lines, and few of them likely to call forth the look of mingled horror, loathing, and dread that was on the colonel's face as he forced himself to read them once: — [153, 1008, 280, 1038]
paragraph: During the evening he announced his intention of taking passage for Liverpool in the steamer which sailed the next day. Mrs Marchmont believed herself she knew all about it, and not until young Bertmont, the last loiterer, had wished him bon voyage, and said good-night, did she turn to exclaim: — [289, 659, 416, 714]
paragraph: The servant brought in a large box, and set it upon the table, not without certain nervous glances toward his master. — [289, 212, 416, 235]
paragraph: "Yaw." — [705, 1244, 723, 1252]
paragraph: "Think as much as you please, if you will confine yourself to thinking, Mr Silas Green. Come, I am really a most indulgent jailer to stand parleying with you in this fashion. If you did not look so pale I should give you shorter time, I can tell you." — [425, 1039, 553, 1086]
paragraph: "You'll find Captain Ross and another gentleman inside. I presume they'll be glad to see you." — [698, 572, 826, 595]
paragraph: He lay dead in his chair when found, a thin, foreign-looking knife sticking in his heart. Evidently he had been struck unawares. — [698, 692, 826, 715]
